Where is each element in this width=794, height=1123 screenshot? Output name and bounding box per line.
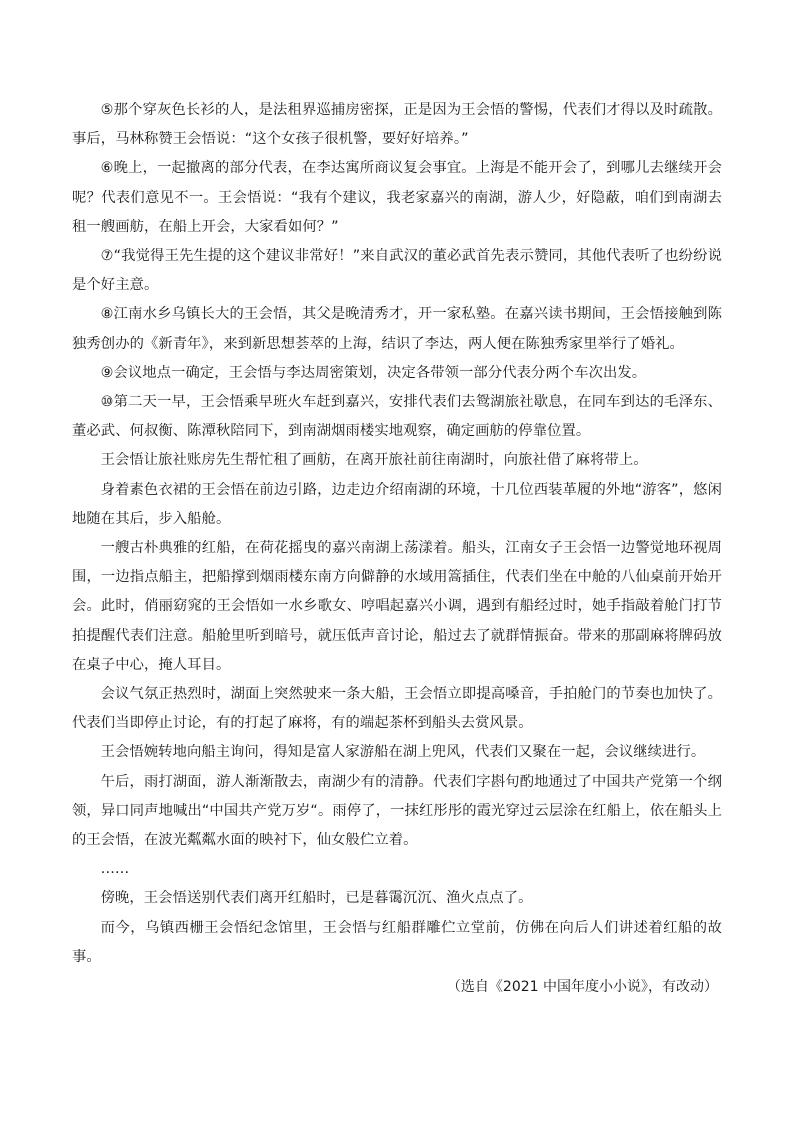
- article-body: [72, 96, 722, 1002]
- paragraph-9: ⑨会议地点一确定，王会悟与李达周密策划，决定各带领一部分代表分两个车次出发。: [100, 364, 647, 381]
- paragraph-5: ⑤那个穿灰色长衫的人，是法租界巡捕房密探，正是因为王会悟的警惕，代表们才得以及时疏散。事后，马林称赞王会悟说：“这个女孩子很机警，要好好培养。”: [72, 102, 722, 148]
- source-note: （选自《2021 中国年度小小说》，有改动）: [446, 979, 718, 996]
- paragraph-7: ⑦“我觉得王先生提的这个建议非常好！”来自武汉的董必武首先表示赞同，其他代表听了也纷纷说是个好主意。: [72, 248, 722, 294]
- paragraph-afternoon: 午后，雨打湖面，游人渐渐散去，南湖少有的清静。代表们字斟句酌地通过了中国共产党第一个纲领，异口同声地喊出“中国共产党万岁“。雨停了，一抹红彤彤的霞光穿过云层涂在红船上，依在船头上的王会悟，在波光粼粼水面的映衬下，仙女般伫立着。: [72, 773, 722, 849]
- paragraph-rent-boat: 王会悟让旅社账房先生帮忙租了画舫，在离开旅社前往南湖时，向旅社借了麻将带上。: [100, 452, 648, 469]
- paragraph-inquiry: 王会悟婉转地向船主询问，得知是富人家游船在湖上兜风，代表们又聚在一起，会议继续进行。: [100, 744, 706, 761]
- paragraph-8: ⑧江南水乡乌镇长大的王会悟，其父是晚清秀才，开一家私塾。在嘉兴读书期间，王会悟接触到陈独秀创办的《新青年》，来到新思想荟萃的上海，结识了李达，两人便在陈独秀家里举行了婚礼。: [72, 306, 722, 352]
- paragraph-lead-way: 身着素色衣裙的王会悟在前边引路，边走边介绍南湖的环境，十几位西装革履的外地“游客”，悠闲地随在其后，步入船舱。: [72, 481, 722, 527]
- paragraph-evening: 傍晚，王会悟送别代表们离开红船时，已是暮霭沉沉、渔火点点了。: [100, 890, 533, 907]
- paragraph-big-boat: 会议气氛正热烈时，湖面上突然驶来一条大船，王会悟立即提高嗓音，手拍舱门的节奏也加快了。代表们当即停止讨论，有的打起了麻将，有的端起茶杯到船头去赏风景。: [72, 686, 722, 732]
- paragraph-today: 而今，乌镇西栅王会悟纪念馆里，王会悟与红船群雕伫立堂前，仿佛在向后人们讲述着红船的故事。: [72, 919, 722, 965]
- paragraph-red-boat: 一艘古朴典雅的红船，在荷花摇曳的嘉兴南湖上荡漾着。船头，江南女子王会悟一边警觉地环视周围，一边指点船主，把船撑到烟雨楼东南方向僻静的水域用篙插住，代表们坐在中舱的八仙桌前开始开会。此时，俏丽窈窕的王会悟如一水乡歌女、哼唱起嘉兴小调，遇到有船经过时，她手指敲着舱门打节拍提醒代表们注意。船舱里听到暗号，就压低声音讨论，船过去了就群情振奋。带来的那副麻将牌码放在桌子中心，掩人耳目。: [72, 540, 722, 673]
- ellipsis: ……: [100, 861, 130, 878]
- paragraph-10: ⑩第二天一早，王会悟乘早班火车赶到嘉兴，安排代表们去鸳湖旅社歇息，在同车到达的毛泽东、董必武、何叔衡、陈潭秋陪同下，到南湖烟雨楼实地观察，确定画舫的停靠位置。: [72, 394, 722, 440]
- paragraph-6: ⑥晚上，一起撤离的部分代表，在李达寓所商议复会事宜。上海是不能开会了，到哪儿去继续开会呢？代表们意见不一。王会悟说：“我有个建议，我老家嘉兴的南湖，游人少，好隐蔽，咱们到南湖去租一艘画舫，在船上开会，大家看如何？”: [72, 160, 722, 235]
